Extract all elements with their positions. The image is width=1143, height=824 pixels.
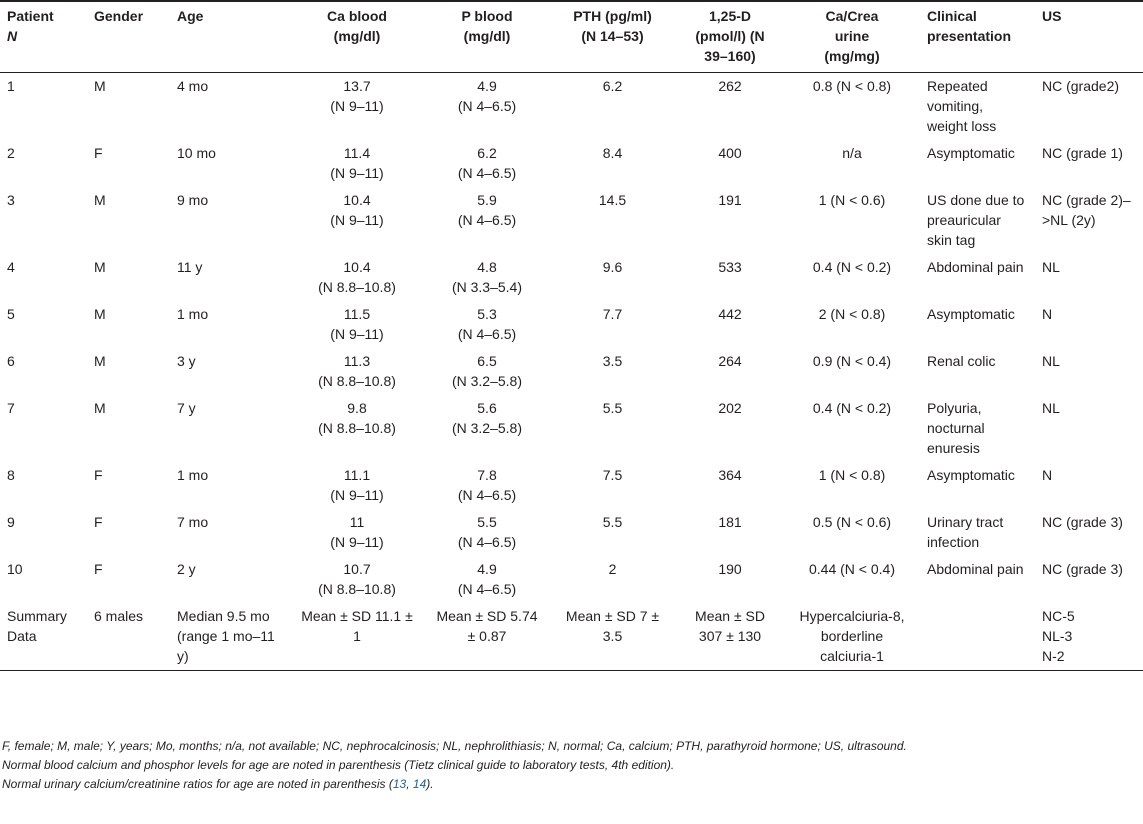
cell-patient: 1 [7,78,15,94]
ca-value: 13.7 [343,78,371,94]
cell-gender: F [94,514,103,530]
p-value: 6.2 [477,145,497,161]
cell-clinical: US done due to preauricular skin tag [927,192,1025,248]
cell-clinical: Polyuria, nocturnal enuresis [927,400,985,456]
cell-gender: M [94,259,106,275]
summary-ca-crea: Hypercalciuria-8, borderline calciuria-1 [785,603,920,671]
header-ca-blood: Ca blood (mg/dl) [290,1,425,73]
cell-ca-crea: 1 (N < 0.6) [818,192,886,208]
p-reference: (N 4–6.5) [457,534,517,550]
p-value: 5.3 [477,306,497,322]
cell-age: 4 mo [177,78,209,94]
summary-us-line: N-2 [1042,648,1065,664]
ca-value: 9.8 [347,400,367,416]
cell-ca-blood [290,509,425,556]
ca-reference: (N 9–11) [330,212,384,228]
p-reference: (N 3.2–5.8) [451,373,523,389]
p-value: 4.9 [477,561,497,577]
cell-p-blood [425,140,550,187]
ca-value: 11.5 [343,306,371,322]
cell-clinical: Asymptomatic [927,145,1015,161]
cell-gender: F [94,561,103,577]
cell-gender: M [94,192,106,208]
cell-ca-blood [290,187,425,254]
ca-reference: (N 8.8–10.8) [318,279,396,295]
cell-p-blood [425,254,550,301]
cell-gender: M [94,78,106,94]
header-ca-crea: Ca/Crea urine (mg/mg) [785,1,920,73]
cell-125d: 191 [718,192,742,208]
cell-patient: 7 [7,400,15,416]
table-row [0,509,1143,556]
cell-patient: 4 [7,259,15,275]
table-body [0,73,1143,671]
cell-age: 7 y [177,400,196,416]
cell-us: NC (grade 1) [1042,145,1123,161]
cell-us: NL [1042,259,1060,275]
cell-ca-blood [290,73,425,141]
summary-patient: Summary Data [0,603,87,671]
p-value: 5.6 [477,400,497,416]
cell-patient: 6 [7,353,15,369]
cell-clinical: Urinary tract infection [927,514,1004,550]
cell-us: NC (grade 3) [1042,514,1123,530]
cell-ca-blood [290,254,425,301]
cell-age: 1 mo [177,306,209,322]
cell-ca-crea: 0.4 (N < 0.2) [812,400,892,416]
header-age: Age [170,1,290,73]
cell-gender: F [94,145,103,161]
table-row [0,301,1143,348]
summary-p: Mean ± SD 5.74 ± 0.87 [425,603,550,671]
cell-patient: 3 [7,192,15,208]
p-value: 5.5 [477,514,497,530]
ca-value: 11.1 [343,467,371,483]
ca-value: 10.7 [343,561,371,577]
p-value: 6.5 [477,353,497,369]
cell-age: 2 y [177,561,196,577]
cell-gender: M [94,400,106,416]
p-reference: (N 4–6.5) [457,487,517,503]
summary-us-line: NL-3 [1042,628,1073,644]
cell-gender: M [94,353,106,369]
summary-age: Median 9.5 mo (range 1 mo–11 y) [170,603,290,671]
table-row [0,254,1143,301]
cell-patient: 8 [7,467,15,483]
cell-ca-blood [290,395,425,462]
cell-patient: 9 [7,514,15,530]
cell-pth: 8.4 [602,145,623,161]
cell-clinical: Renal colic [927,353,996,369]
cell-125d: 181 [718,514,742,530]
table-row [0,395,1143,462]
cell-pth: 7.5 [602,467,623,483]
cell-pth: 6.2 [602,78,623,94]
cell-gender: F [94,467,103,483]
cell-ca-crea: 1 (N < 0.8) [818,467,886,483]
p-reference: (N 4–6.5) [457,165,517,181]
p-reference: (N 3.2–5.8) [451,420,523,436]
p-reference: (N 4–6.5) [457,212,517,228]
cell-p-blood [425,187,550,254]
cell-ca-crea: 0.9 (N < 0.4) [812,353,892,369]
cell-pth: 14.5 [598,192,627,208]
p-reference: (N 3.3–5.4) [451,279,523,295]
header-p-blood: P blood (mg/dl) [425,1,550,73]
cell-ca-crea: n/a [842,145,862,161]
ca-reference: (N 9–11) [330,487,384,503]
cell-ca-crea: 0.5 (N < 0.6) [812,514,892,530]
cell-clinical: Abdominal pain [927,259,1024,275]
ca-reference: (N 9–11) [330,98,384,114]
cell-us: NL [1042,353,1060,369]
cell-pth: 5.5 [602,514,623,530]
p-reference: (N 4–6.5) [457,581,517,597]
ca-reference: (N 9–11) [330,165,384,181]
cell-pth: 2 [608,561,617,577]
cell-us: NL [1042,400,1060,416]
cell-125d: 190 [718,561,742,577]
ca-value: 11 [349,514,365,530]
table-row [0,556,1143,603]
summary-125d: Mean ± SD 307 ± 130 [676,603,785,671]
table-row [0,462,1143,509]
cell-p-blood [425,395,550,462]
p-reference: (N 4–6.5) [457,98,517,114]
cell-p-blood [425,73,550,141]
header-pth: PTH (pg/ml) (N 14–53) [550,1,676,73]
cell-us: NC (grade2) [1042,78,1120,94]
ca-value: 11.4 [343,145,371,161]
summary-pth: Mean ± SD 7 ± 3.5 [550,603,676,671]
cell-125d: 364 [718,467,742,483]
p-value: 4.9 [477,78,497,94]
cell-age: 11 y [177,259,203,275]
cell-us: N [1042,306,1053,322]
footnote-abbreviations: F, female; M, male; Y, years; Mo, months; n/a, not available; NC, nephrocalcinosis; NL, nephrolithiasis; N, normal; Ca, calcium; PTH, parathyroid hormone; US, ultrasound. [2,739,907,753]
header-row [0,1,1143,73]
cell-p-blood [425,348,550,395]
cell-clinical: Repeated vomiting, weight loss [927,78,997,134]
cell-ca-crea: 0.44 (N < 0.4) [809,561,895,577]
header-us: US [1035,1,1143,73]
cell-125d: 262 [718,78,742,94]
ca-value: 10.4 [343,259,371,275]
cell-125d: 264 [718,353,742,369]
cell-us: N [1042,467,1053,483]
cell-patient: 2 [7,145,15,161]
table-row [0,140,1143,187]
table-row [0,73,1143,141]
cell-125d: 442 [718,306,742,322]
cell-patient: 5 [7,306,15,322]
cell-pth: 9.6 [602,259,623,275]
table-row [0,348,1143,395]
footnote-urine-norms: Normal urinary calcium/creatinine ratios for age are noted in parenthesis (13, 14). [2,777,434,791]
ca-reference: (N 8.8–10.8) [318,581,396,597]
citation-link-14[interactable]: 14 [412,777,427,791]
cell-125d: 533 [718,259,742,275]
summary-gender: 6 males [87,603,170,671]
cell-age: 10 mo [177,145,216,161]
summary-ca: Mean ± SD 11.1 ± 1 [290,603,425,671]
cell-ca-blood [290,462,425,509]
cell-age: 9 mo [177,192,209,208]
header-125d: 1,25-D (pmol/l) (N 39–160) [676,1,785,73]
summary-row [0,603,1143,671]
cell-p-blood [425,509,550,556]
cell-clinical: Asymptomatic [927,467,1015,483]
header-gender: Gender [87,1,170,73]
cell-ca-blood [290,556,425,603]
header-patient: Patient N [0,1,87,73]
cell-us: NC (grade 2)–>NL (2y) [1042,192,1131,228]
cell-ca-crea: 0.4 (N < 0.2) [812,259,892,275]
ca-value: 11.3 [343,353,371,369]
cell-patient: 10 [7,561,23,577]
p-value: 4.8 [477,259,497,275]
cell-gender: M [94,306,106,322]
summary-us-line: NC-5 [1042,608,1075,624]
table-row [0,187,1143,254]
cell-age: 7 mo [177,514,209,530]
summary-clinical [920,603,1035,671]
cell-125d: 400 [718,145,742,161]
cell-ca-crea: 2 (N < 0.8) [818,306,886,322]
cell-pth: 7.7 [602,306,623,322]
cell-pth: 3.5 [602,353,623,369]
footnote-blood-norms: Normal blood calcium and phosphor levels for age are noted in parenthesis (Tietz clinical guide to laboratory tests, 4th edition). [2,758,675,772]
cell-ca-crea: 0.8 (N < 0.8) [812,78,892,94]
cell-age: 1 mo [177,467,209,483]
p-value: 5.9 [477,192,497,208]
ca-reference: (N 9–11) [330,326,384,342]
cell-125d: 202 [718,400,742,416]
cell-ca-blood [290,301,425,348]
cell-p-blood [425,301,550,348]
cell-p-blood [425,556,550,603]
table-footnotes [0,737,1143,794]
cell-ca-blood [290,140,425,187]
header-clinical: Clinical presentation [920,1,1035,73]
cell-age: 3 y [177,353,196,369]
ca-reference: (N 8.8–10.8) [318,420,396,436]
p-reference: (N 4–6.5) [457,326,517,342]
cell-ca-blood [290,348,425,395]
summary-us [1035,603,1143,671]
ca-reference: (N 9–11) [330,534,384,550]
ca-reference: (N 8.8–10.8) [318,373,396,389]
cell-clinical: Asymptomatic [927,306,1015,322]
citation-link-13[interactable]: 13 [392,777,407,791]
cell-pth: 5.5 [602,400,623,416]
cell-us: NC (grade 3) [1042,561,1123,577]
ca-value: 10.4 [343,192,371,208]
cell-p-blood [425,462,550,509]
cell-clinical: Abdominal pain [927,561,1024,577]
p-value: 7.8 [477,467,497,483]
